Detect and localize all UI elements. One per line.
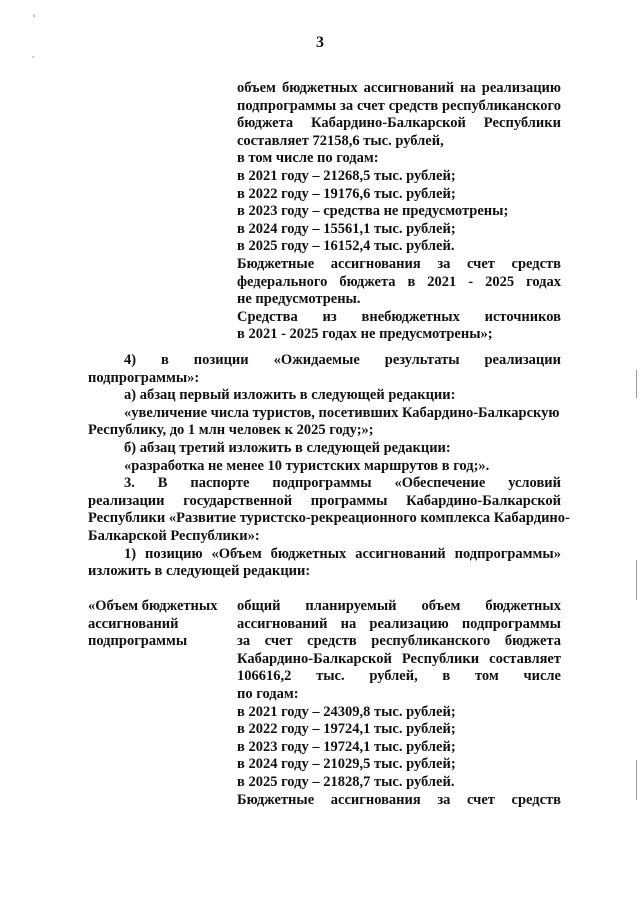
text-line: Республики «Развитие туристско-рекреационного комплекса Кабардино- xyxy=(88,510,570,527)
text-line: Бюджетные ассигнования за счет средств xyxy=(237,255,561,272)
page-number: 3 xyxy=(316,34,324,51)
text-line: ассигнований на реализацию подпрограммы xyxy=(237,615,561,632)
text-line: в том числе по годам: xyxy=(237,150,379,167)
text-line: в 2022 году – 19724,1 тыс. рублей; xyxy=(237,721,456,738)
text-line: 4) в позиции «Ожидаемые результаты реализации xyxy=(124,352,561,368)
text-line: Балкарской Республики»: xyxy=(88,527,260,544)
text-line: Республику, до 1 млн человек к 2025 году;»; xyxy=(88,422,374,439)
text-line: в 2025 году – 21828,7 тыс. рублей. xyxy=(237,773,455,790)
text-line: бюджета Кабардино-Балкарской Республики xyxy=(237,115,561,132)
text-line: ассигнований xyxy=(88,615,179,632)
text-line: в 2021 - 2025 годах не предусмотрены»; xyxy=(237,326,493,343)
text-line: составляет 72158,6 тыс. рублей, xyxy=(237,132,444,149)
text-line: в 2023 году – 19724,1 тыс. рублей; xyxy=(237,738,456,755)
text-line: федерального бюджета в 2021 - 2025 годах xyxy=(237,273,561,290)
text-line: Кабардино-Балкарской Республики составляет xyxy=(237,650,561,667)
text-line: по годам: xyxy=(237,685,299,702)
text-line: в 2024 году – 21029,5 тыс. рублей; xyxy=(237,756,456,773)
text-line: а) абзац первый изложить в следующей редакции: xyxy=(124,387,456,404)
text-line: подпрограммы»: xyxy=(88,369,200,386)
text-line: за счет средств республиканского бюджета xyxy=(237,633,561,650)
main-text xyxy=(88,352,570,581)
budget-block-top xyxy=(237,80,561,344)
text-line: «Объем бюджетных xyxy=(88,598,218,614)
text-line: 1) позицию «Объем бюджетных ассигнований подпрограммы» xyxy=(124,545,561,562)
text-line: Средства из внебюджетных источников xyxy=(237,308,561,325)
text-line: не предусмотрены. xyxy=(237,291,361,308)
text-line: реализации государственной программы Кабардино-Балкарской xyxy=(88,492,561,509)
text-line: б) абзац третий изложить в следующей редакции: xyxy=(124,439,451,456)
text-line: общий планируемый объем бюджетных xyxy=(237,598,561,614)
text-line: в 2025 году – 16152,4 тыс. рублей. xyxy=(237,238,455,255)
text-line: в 2021 году – 21268,5 тыс. рублей; xyxy=(237,167,456,184)
text-line: объем бюджетных ассигнований на реализацию xyxy=(237,80,561,96)
text-line: Бюджетные ассигнования за счет средств xyxy=(237,791,561,808)
text-line: в 2024 году – 15561,1 тыс. рублей; xyxy=(237,220,456,237)
table-label xyxy=(88,598,228,651)
text-line: «увеличение числа туристов, посетивших Кабардино-Балкарскую xyxy=(124,404,560,421)
scan-mark: ᵕ xyxy=(32,52,35,62)
text-line: 3. В паспорте подпрограммы «Обеспечение условий xyxy=(124,475,561,492)
text-line: 106616,2 тыс. рублей, в том числе xyxy=(237,668,561,685)
text-line: в 2022 году – 19176,6 тыс. рублей; xyxy=(237,185,456,202)
scan-edge xyxy=(636,760,637,800)
scan-edge xyxy=(636,560,637,600)
text-line: изложить в следующей редакции: xyxy=(88,563,311,580)
table-value xyxy=(237,598,561,809)
text-line: подпрограммы xyxy=(88,633,188,650)
text-line: в 2021 году – 24309,8 тыс. рублей; xyxy=(237,703,456,720)
scan-edge xyxy=(636,370,637,398)
text-line: подпрограммы за счет средств республиканского xyxy=(237,97,561,114)
text-line: «разработка не менее 10 туристских маршрутов в год;». xyxy=(124,457,490,474)
text-line: в 2023 году – средства не предусмотрены; xyxy=(237,203,509,220)
